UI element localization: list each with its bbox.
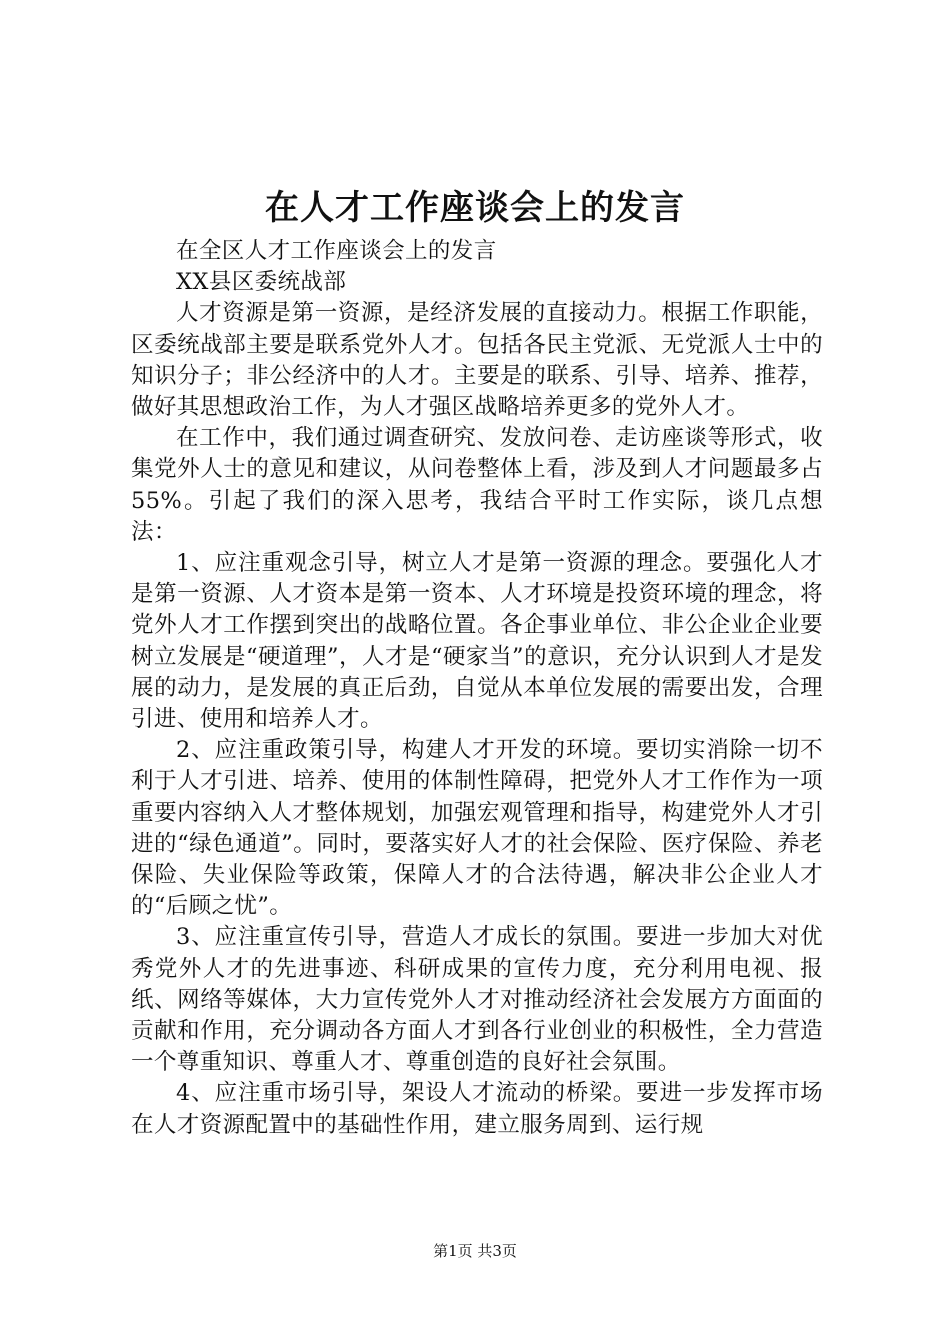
body-paragraph: 1、应注重观念引导，树立人才是第一资源的理念。要强化人才是第一资源、人才资本是第一资本、人才环境是投资环境的理念，将党外人才工作摆到突出的战略位置。各企事业单位、非公企业企业要树立发展是“硬道理”，人才是“硬家当”的意识，充分认识到人才是发展的动力，是发展的真正后劲，自觉从本单位发展的需要出发，合理引进、使用和培养人才。 [131, 550, 823, 733]
body-paragraph: 人才资源是第一资源，是经济发展的直接动力。根据工作职能，区委统战部主要是联系党外人才。包括各民主党派、无党派人士中的知识分子；非公经济中的人才。主要是的联系、引导、培养、推荐，做好其思想政治工作，为人才强区战略培养更多的党外人才。 [131, 300, 823, 421]
subtitle-paragraph: 在全区人才工作座谈会上的发言 [176, 238, 497, 264]
body-paragraph: 4、应注重市场引导，架设人才流动的桥梁。要进一步发挥市场在人才资源配置中的基础性作用，建立服务周到、运行规 [131, 1080, 823, 1138]
page-number: 第1页 共3页 [433, 1242, 517, 1260]
page-footer [0, 1241, 950, 1261]
document-title: 在人才工作座谈会上的发言 [265, 188, 685, 228]
document-body [131, 236, 823, 1141]
body-paragraph: 2、应注重政策引导，构建人才开发的环境。要切实消除一切不利于人才引进、培养、使用的体制性障碍，把党外人才工作作为一项重要内容纳入人才整体规划，加强宏观管理和指导，构建党外人才引进的“绿色通道”。同时，要落实好人才的社会保险、医疗保险、养老保险、失业保险等政策，保障人才的合法待遇，解决非公企业人才的“后顾之忧”。 [131, 737, 823, 920]
author-paragraph: XX县区委统战部 [176, 269, 347, 296]
body-paragraph: 3、应注重宣传引导，营造人才成长的氛围。要进一步加大对优秀党外人才的先进事迹、科研成果的宣传力度，充分利用电视、报纸、网络等媒体，大力宣传党外人才对推动经济社会发展方方面面的贡献和作用，充分调动各方面人才到各行业创业的积极性，全力营造一个尊重知识、尊重人才、尊重创造的良好社会氛围。 [131, 924, 823, 1076]
body-paragraph: 在工作中，我们通过调查研究、发放问卷、走访座谈等形式，收集党外人士的意见和建议，从问卷整体上看，涉及到人才问题最多占55%。引起了我们的深入思考，我结合平时工作实际，谈几点想法： [131, 425, 823, 545]
